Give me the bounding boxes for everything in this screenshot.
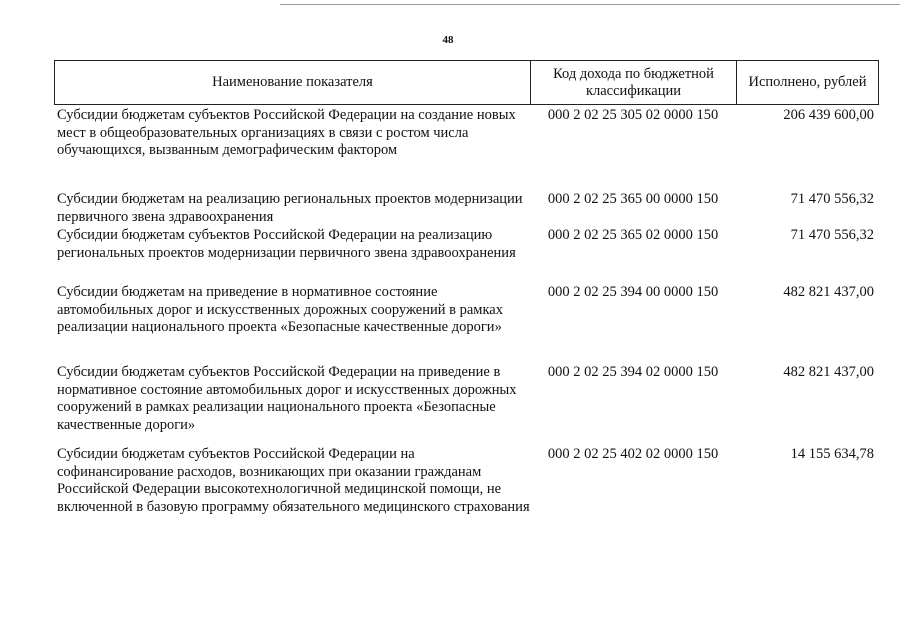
row-amount: 71 470 556,32 [790, 191, 874, 207]
row-amount: 206 439 600,00 [783, 107, 874, 123]
row-amount: 482 821 437,00 [783, 284, 874, 300]
row-code: 000 2 02 25 365 00 0000 150 [547, 191, 719, 207]
row-code: 000 2 02 25 402 02 0000 150 [547, 446, 719, 462]
table-body [54, 107, 879, 536]
row-name: Субсидии бюджетам субъектов Российской Федерации на приведение в нормативное состояние автомобильных дорог и искусственных дорожных сооружений в рамках реализации национального проекта «Безопасные качественные дороги» [57, 364, 517, 433]
table-row [54, 107, 879, 191]
header-name-column: Наименование показателя [55, 61, 531, 104]
row-code: 000 2 02 25 305 02 0000 150 [547, 107, 719, 123]
row-name: Субсидии бюджетам субъектов Российской Федерации на реализацию региональных проектов модернизации первичного звена здравоохранения [57, 227, 516, 261]
row-code: 000 2 02 25 394 02 0000 150 [547, 364, 719, 380]
table-row [54, 191, 879, 227]
row-amount: 482 821 437,00 [783, 364, 874, 380]
table-row [54, 227, 879, 284]
row-amount: 14 155 634,78 [790, 446, 874, 462]
page-number: 48 [442, 34, 454, 46]
table-header [54, 60, 879, 105]
top-rule [280, 4, 900, 5]
row-name: Субсидии бюджетам на приведение в нормативное состояние автомобильных дорог и искусственных дорожных сооружений в рамках реализации национального проекта «Безопасные качественные дороги» [57, 284, 503, 335]
row-code: 000 2 02 25 394 00 0000 150 [547, 284, 719, 300]
row-name: Субсидии бюджетам субъектов Российской Федерации на софинансирование расходов, возникающих при оказании гражданам Российской Федерации высокотехнологичной медицинской помощи, не включенной в базовую программу обязательного медицинского страхования [57, 446, 530, 515]
row-amount: 71 470 556,32 [790, 227, 874, 243]
header-amount-column: Исполнено, рублей [748, 74, 867, 90]
table-row [54, 446, 879, 536]
row-name: Субсидии бюджетам субъектов Российской Федерации на создание новых мест в общеобразовательных организациях в связи с ростом числа обучающихся, вызванным демографическим фактором [57, 107, 516, 158]
table-row [54, 364, 879, 446]
row-name: Субсидии бюджетам на реализацию региональных проектов модернизации первичного звена здравоохранения [57, 191, 523, 225]
row-code: 000 2 02 25 365 02 0000 150 [547, 227, 719, 243]
header-code-column: Код дохода по бюджетной классификации [531, 61, 737, 104]
table-row [54, 284, 879, 364]
